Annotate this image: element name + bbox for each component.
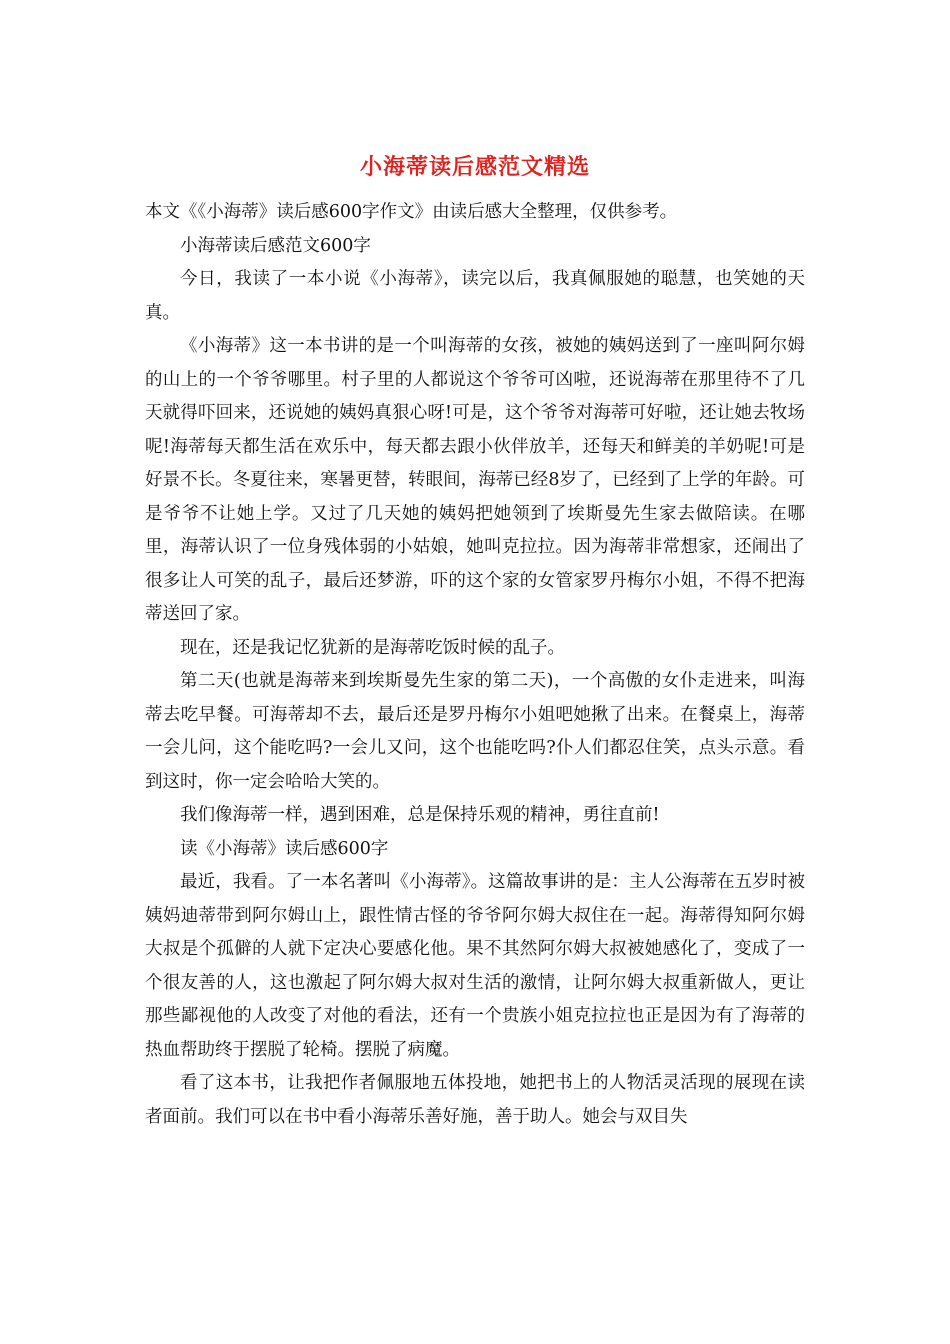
body-paragraph: 最近，我看。了一本名著叫《小海蒂》。这篇故事讲的是：主人公海蒂在五岁时被姨妈迪蒂带到阿尔姆山上，跟性情古怪的爷爷阿尔姆大叔住在一起。海蒂得知阿尔姆大叔是个孤僻的人就下定决心要感化他。果不其然阿尔姆大叔被她感化了，变成了一个很友善的人，这也激起了阿尔姆大叔对生活的激情，让阿尔姆大叔重新做人，更让那些鄙视他的人改变了对他的看法，还有一个贵族小姐克拉拉也正是因为有了海蒂的热血帮助终于摆脱了轮椅。摆脱了病魔。 — [145, 872, 805, 1060]
body-paragraph: 我们像海蒂一样，遇到困难，总是保持乐观的精神，勇往直前! — [180, 805, 660, 825]
section-heading-2: 读《小海蒂》读后感600字 — [180, 838, 389, 859]
body-paragraph: 今日，我读了一本小说《小海蒂》，读完以后，我真佩服她的聪慧，也笑她的天真。 — [145, 269, 805, 323]
body-paragraph: 看了这本书，让我把作者佩服地五体投地，她把书上的人物活灵活现的展现在读者面前。我们可以在书中看小海蒂乐善好施，善于助人。她会与双目失 — [145, 1073, 805, 1127]
body-paragraph: 第二天(也就是海蒂来到埃斯曼先生家的第二天)，一个高傲的女仆走进来，叫海蒂去吃早餐。可海蒂却不去，最后还是罗丹梅尔小姐吧她揪了出来。在餐桌上，海蒂一会儿问，这个能吃吗?一会儿又问，这个也能吃吗?仆人们都忍住笑，点头示意。看到这时，你一定会哈哈大笑的。 — [145, 671, 805, 792]
body-paragraph: 《小海蒂》这一本书讲的是一个叫海蒂的女孩，被她的姨妈送到了一座叫阿尔姆的山上的一个爷爷哪里。村子里的人都说这个爷爷可凶啦，还说海蒂在那里待不了几天就得吓回来，还说她的姨妈真狠心呀!可是，这个爷爷对海蒂可好啦，还让她去牧场呢!海蒂每天都生活在欢乐中，每天都去跟小伙伴放羊，还每天和鲜美的羊奶呢!可是好景不长。冬夏往来，寒暑更替，转眼间，海蒂已经8岁了，已经到了上学的年龄。可是爷爷不让她上学。又过了几天她的姨妈把她领到了埃斯曼先生家去做陪读。在哪里，海蒂认识了一位身残体弱的小姑娘，她叫克拉拉。因为海蒂非常想家，还闹出了很多让人可笑的乱子，最后还梦游，吓的这个家的女管家罗丹梅尔小姐，不得不把海蒂送回了家。 — [145, 336, 805, 624]
intro-paragraph: 本文《《小海蒂》读后感600字作文》由读后感大全整理，仅供参考。 — [145, 202, 678, 222]
document-title: 小海蒂读后感范文精选 — [359, 154, 590, 180]
section-heading-1: 小海蒂读后感范文600字 — [180, 235, 371, 256]
body-paragraph: 现在，还是我记忆犹新的是海蒂吃饭时候的乱子。 — [180, 637, 565, 658]
document-body — [145, 196, 805, 1134]
